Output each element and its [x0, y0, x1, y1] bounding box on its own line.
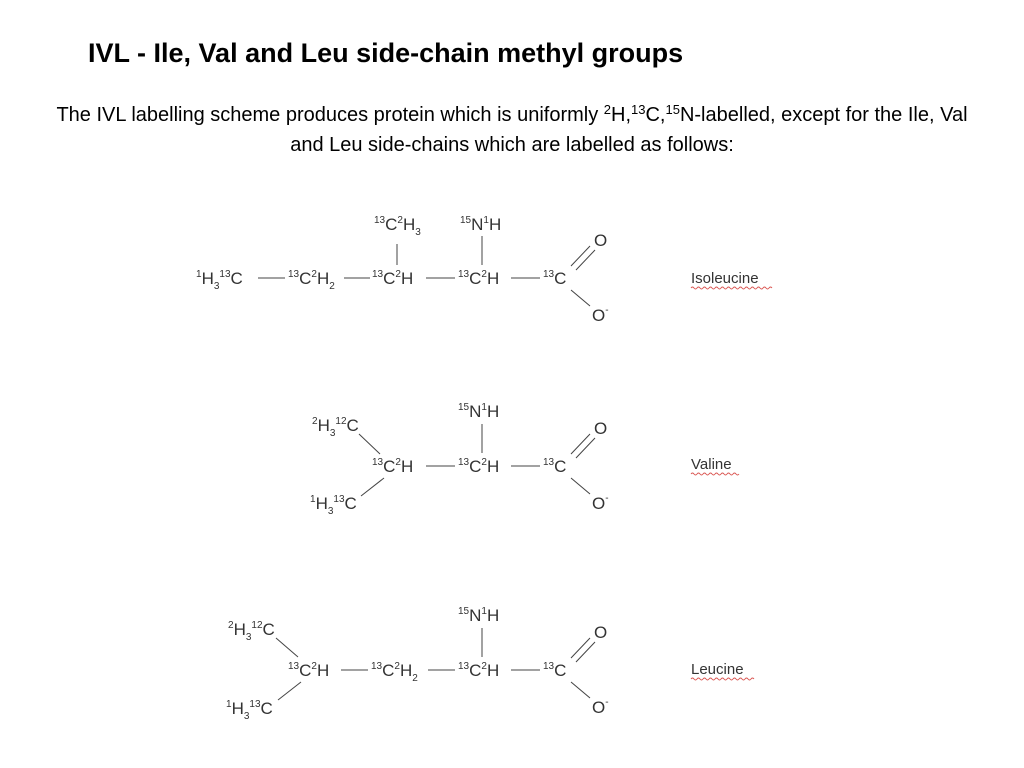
valine-structure	[310, 402, 739, 517]
atom-label: $^{13}C^2H$	[372, 269, 414, 288]
bond	[571, 478, 590, 494]
intro-text-end: N-labelled, except for the Ile, Val and Leu side-chains which are labelled as follows:	[290, 104, 968, 156]
bond	[576, 642, 595, 662]
atom-label: $^{13}$C	[543, 457, 567, 476]
atom-label: O-	[592, 493, 609, 513]
bond	[576, 438, 595, 458]
atom-label: $^{13}C^2H$	[458, 661, 500, 680]
molecule-name-isoleucine: Isoleucine	[691, 270, 759, 287]
atom-label: O	[594, 231, 608, 250]
atom-label: $^{13}C^2H_2$	[371, 661, 418, 684]
atom-label: O	[594, 623, 608, 642]
intro-element-h: H,	[611, 104, 632, 126]
leucine-structure	[226, 606, 754, 722]
bond	[571, 246, 590, 266]
bond	[576, 250, 595, 270]
atom-label: $^2H_3^{12}C$	[312, 416, 359, 439]
isoleucine-structure	[196, 215, 772, 325]
atom-label: $^2H_3^{12}C$	[228, 620, 275, 643]
atom-label: $^1H_3^{13}C$	[196, 269, 243, 292]
atom-label: $^1H_3^{13}C$	[226, 699, 273, 722]
atom-label: O-	[592, 305, 609, 325]
atom-label: $^{13}C^2H$	[288, 661, 330, 680]
bond	[359, 434, 380, 454]
bond	[571, 290, 590, 306]
atom-label: $^{13}C^2H$	[458, 269, 500, 288]
bond	[276, 638, 298, 657]
bond	[571, 434, 590, 454]
atom-label: $^{15}N^1H$	[458, 402, 500, 421]
intro-isotope-c: 13	[631, 102, 646, 117]
bond	[278, 682, 301, 700]
bond	[361, 478, 384, 496]
atom-label: O	[594, 419, 608, 438]
molecule-name-leucine: Leucine	[691, 661, 744, 678]
atom-label: $^{13}$C	[543, 269, 567, 288]
spellcheck-underline	[691, 678, 754, 680]
atom-label: $^{13}C^2H$	[372, 457, 414, 476]
atom-label: O-	[592, 697, 609, 717]
intro-element-c: C,	[645, 104, 666, 126]
atom-label: $^{13}C^2H$	[458, 457, 500, 476]
intro-isotope-n: 15	[665, 102, 680, 117]
atom-label: $^{15}N^1H$	[458, 606, 500, 625]
bond	[571, 682, 590, 698]
slide-title: IVL - Ile, Val and Leu side-chain methyl groups	[88, 38, 684, 68]
atom-label: $^1H_3^{13}C$	[310, 494, 357, 517]
atom-label: $^{13}C^2H_2$	[288, 269, 335, 292]
spellcheck-underline	[691, 473, 739, 475]
atom-label: $^{13}$C	[543, 661, 567, 680]
spellcheck-underline	[691, 287, 772, 289]
atom-label: $^{13}C^2H_3$	[374, 215, 421, 238]
intro-text-start: The IVL labelling scheme produces protein which is uniformly	[56, 104, 604, 126]
bond	[571, 638, 590, 658]
intro-isotope-h: 2	[603, 102, 612, 117]
molecule-name-valine: Valine	[691, 456, 732, 473]
atom-label: $^{15}N^1H$	[460, 215, 502, 234]
